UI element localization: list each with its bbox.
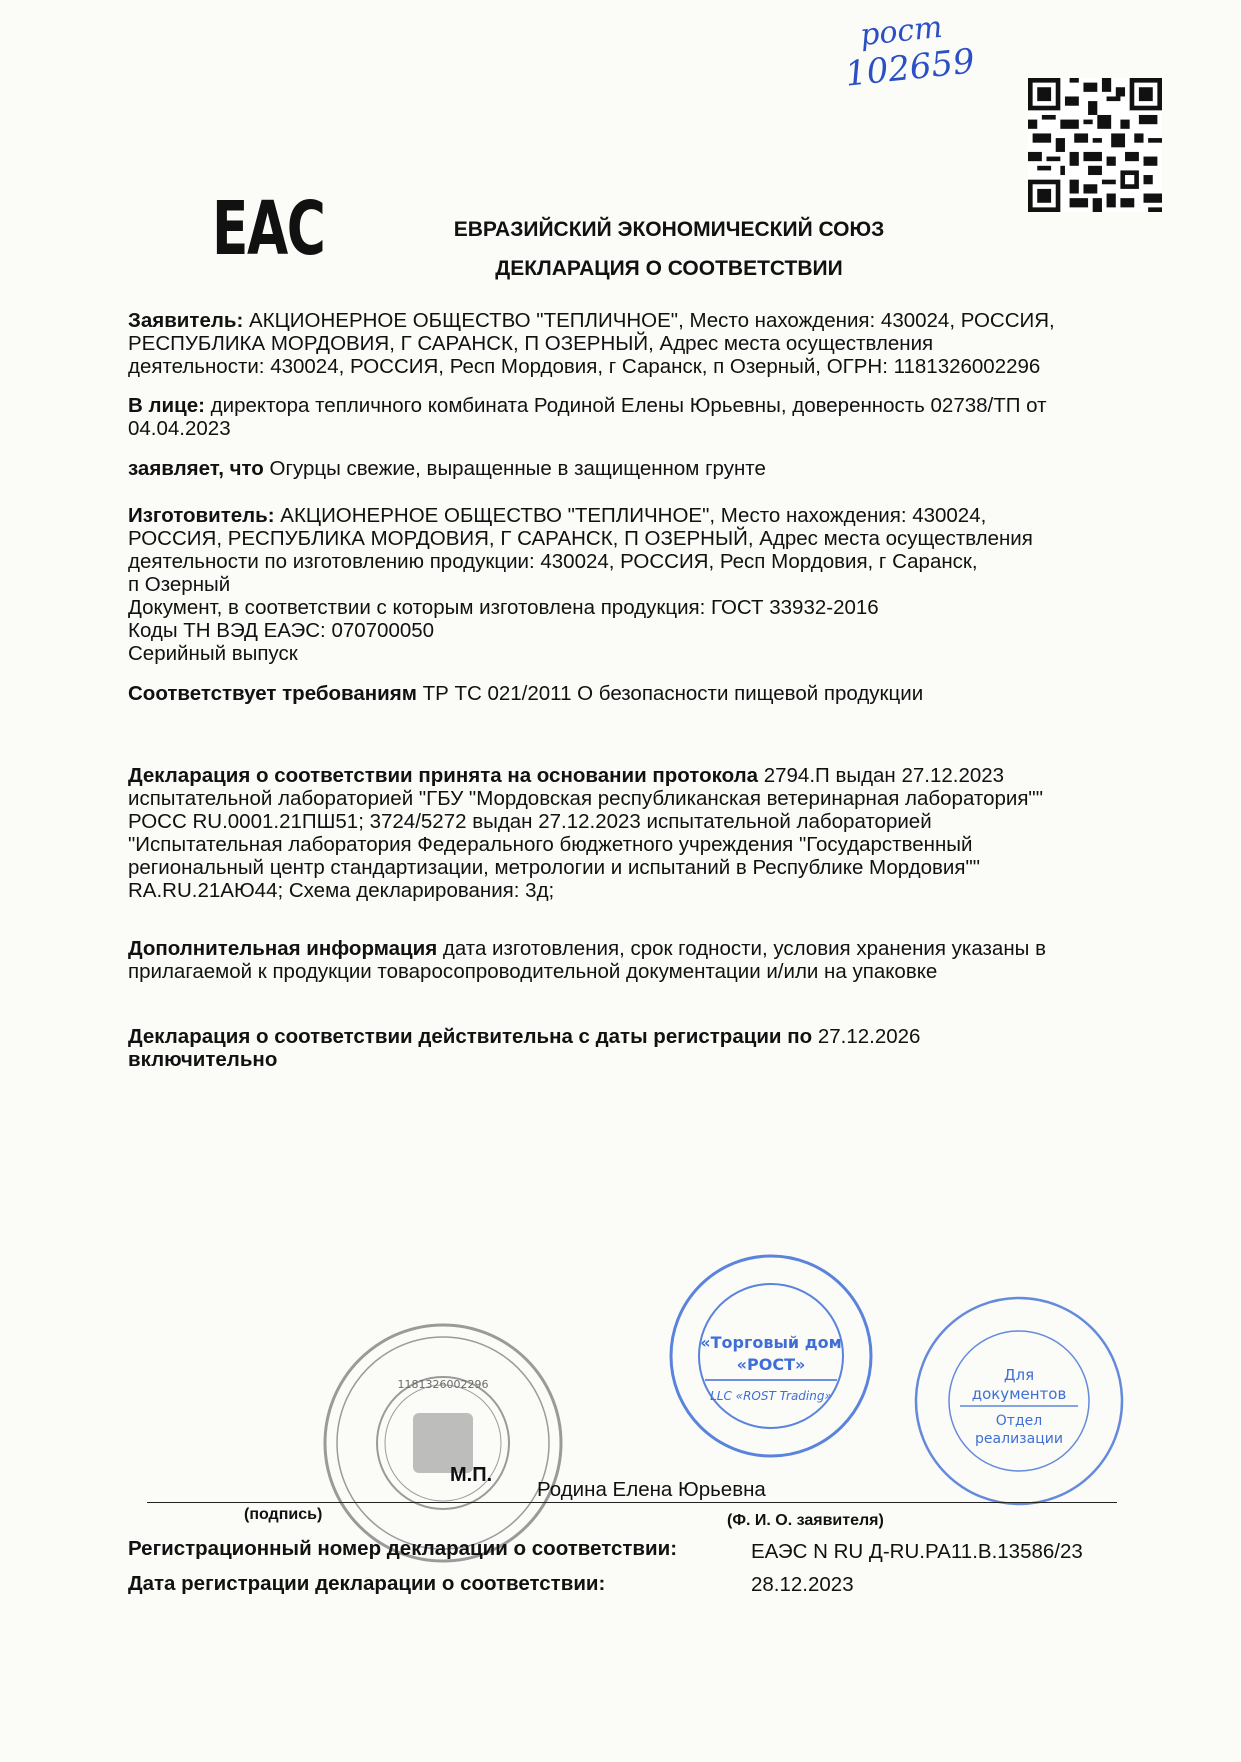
representative-label: В лице:	[128, 394, 205, 417]
codes-line: Коды ТН ВЭД ЕАЭС: 070700050	[128, 619, 435, 642]
manufacturer-line4: п Озерный	[128, 573, 231, 596]
signatory-name: Родина Елена Юрьевна	[537, 1478, 766, 1501]
basis-line3: РОСС RU.0001.21ПШ51; 3724/5272 выдан 27.12.2023 испытательной лабораторией	[128, 810, 932, 833]
handwritten-note-line1: рост	[858, 9, 945, 54]
signature-caption: (подпись)	[244, 1506, 323, 1523]
teplichnoe-stamp	[910, 1292, 1128, 1510]
validity-line2: включительно	[128, 1048, 278, 1071]
declares-label: заявляет, что	[128, 457, 264, 480]
applicant-label: Заявитель:	[128, 309, 244, 332]
validity-block	[128, 1025, 1118, 1071]
basis-line2: испытательной лабораторией "ГБУ "Мордовская республиканская ветеринарная лаборатория""	[128, 787, 1043, 810]
manufacturer-line1: АКЦИОНЕРНОЕ ОБЩЕСТВО "ТЕПЛИЧНОЕ", Место нахождения: 430024,	[274, 504, 987, 527]
stamp-center-number: 1181326002296	[397, 1378, 489, 1391]
applicant-line2: РЕСПУБЛИКА МОРДОВИЯ, Г САРАНСК, П ОЗЕРНЫЙ, Адрес места осуществления	[128, 332, 934, 355]
registration-number-label: Регистрационный номер декларации о соответствии:	[128, 1537, 678, 1560]
basis-line4: "Испытательная лаборатория Федерального бюджетного учреждения "Государственный	[128, 833, 973, 856]
stamp2-line3: Отдел	[995, 1413, 1043, 1429]
mp-label: М.П.	[450, 1464, 493, 1486]
document-line: Документ, в соответствии с которым изготовлена продукция: ГОСТ 33932-2016	[128, 596, 879, 619]
stamp1-line3: LLC «ROST Trading»	[710, 1389, 832, 1403]
manufacturer-block	[128, 504, 1118, 665]
additional-label: Дополнительная информация	[128, 937, 438, 960]
representative-line1: директора тепличного комбината Родиной Елены Юрьевны, доверенность 02738/ТП от	[204, 394, 1047, 417]
registration-number-value: ЕАЭС N RU Д-RU.РА11.В.13586/23	[751, 1540, 1083, 1563]
stamp2-line2: документов	[971, 1385, 1067, 1403]
basis-block	[128, 764, 1118, 902]
basis-line6: RA.RU.21АЮ44; Схема декларирования: 3д;	[128, 879, 555, 902]
validity-label: Декларация о соответствии действительна с даты регистрации по	[128, 1025, 813, 1048]
additional-line2: прилагаемой к продукции товаросопроводительной документации и/или на упаковке	[128, 960, 938, 983]
name-caption: (Ф. И. О. заявителя)	[727, 1512, 884, 1529]
union-title: ЕВРАЗИЙСКИЙ ЭКОНОМИЧЕСКИЙ СОЮЗ	[453, 218, 885, 241]
stamp2-line1: Для	[1003, 1366, 1035, 1384]
applicant-line1: АКЦИОНЕРНОЕ ОБЩЕСТВО "ТЕПЛИЧНОЕ", Место нахождения: 430024, РОССИЯ,	[243, 309, 1055, 332]
additional-block	[128, 937, 1118, 983]
manufacturer-label: Изготовитель:	[128, 504, 275, 527]
rost-trading-stamp	[665, 1250, 877, 1462]
requirements-label: Соответствует требованиям	[128, 682, 417, 705]
validity-date: 27.12.2026	[812, 1025, 921, 1048]
basis-line1: 2794.П выдан 27.12.2023	[758, 764, 1005, 787]
handwritten-note-line2: 102659	[843, 41, 977, 95]
applicant-line3: деятельности: 430024, РОССИЯ, Респ Мордовия, г Саранск, п Озерный, ОГРН: 1181326002296	[128, 355, 1041, 378]
declares-text: Огурцы свежие, выращенные в защищенном грунте	[263, 457, 766, 480]
requirements-text: ТР ТС 021/2011 О безопасности пищевой продукции	[416, 682, 924, 705]
serial-line: Серийный выпуск	[128, 642, 298, 665]
applicant-block	[128, 309, 1118, 378]
manufacturer-line2: РОССИЯ, РЕСПУБЛИКА МОРДОВИЯ, Г САРАНСК, П ОЗЕРНЫЙ, Адрес места осуществления	[128, 527, 1033, 550]
stamp1-line2: «РОСТ»	[736, 1355, 806, 1374]
additional-line1: дата изготовления, срок годности, условия хранения указаны в	[437, 937, 1046, 960]
page-title: ДЕКЛАРАЦИЯ О СООТВЕТСТВИИ	[495, 257, 843, 280]
eac-logo: EAC	[212, 186, 325, 272]
signature-line	[147, 1502, 1117, 1503]
company-round-stamp	[318, 1318, 568, 1568]
stamp1-line1: «Торговый дом	[700, 1333, 842, 1352]
manufacturer-line3: деятельности по изготовлению продукции: 430024, РОССИЯ, Респ Мордовия, г Саранск,	[128, 550, 978, 573]
representative-line2: 04.04.2023	[128, 417, 231, 440]
stamp2-line4: реализации	[975, 1431, 1063, 1447]
registration-date-value: 28.12.2023	[751, 1573, 854, 1596]
qr-code-icon	[1028, 78, 1162, 212]
declares-block	[128, 457, 1118, 480]
requirements-block	[128, 682, 1118, 705]
representative-block	[128, 394, 1118, 440]
basis-line5: региональный центр стандартизации, метрологии и испытаний в Республике Мордовия""	[128, 856, 981, 879]
registration-date-label: Дата регистрации декларации о соответствии:	[128, 1572, 606, 1595]
basis-label: Декларация о соответствии принята на основании протокола	[128, 764, 759, 787]
